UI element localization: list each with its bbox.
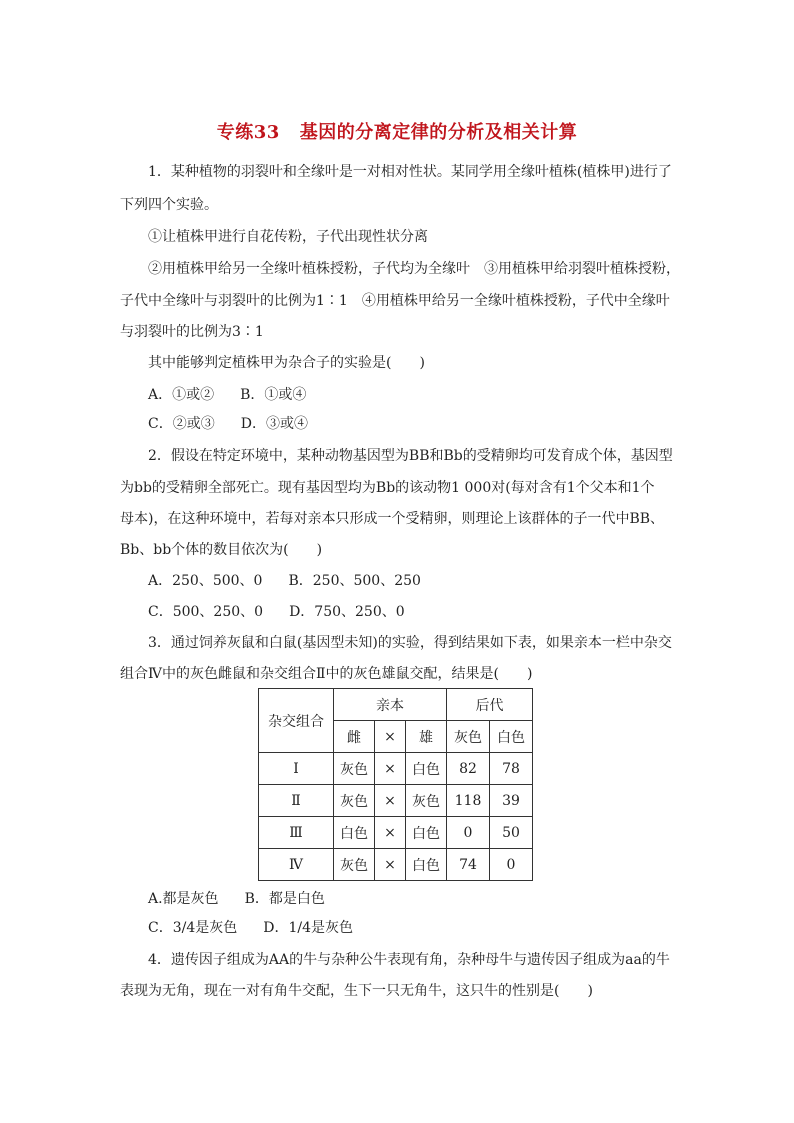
subheader-white: 白色 — [490, 721, 533, 753]
table-row — [259, 785, 533, 817]
title-text: 基因的分离定律的分析及相关计算 — [299, 122, 578, 143]
cell-cross: × — [375, 785, 406, 817]
subheader-cross: × — [375, 721, 406, 753]
cell-cross: × — [375, 817, 406, 849]
q1-experiment-1: ①让植株甲进行自花传粉，子代出现性状分离 — [148, 229, 428, 245]
cell-female: 灰色 — [334, 753, 375, 785]
cell-cross: × — [375, 849, 406, 881]
q1-stem-line1: 1．某种植物的羽裂叶和全缘叶是一对相对性状。某同学用全缘叶植株(植株甲)进行了 — [148, 164, 672, 180]
cell-female: 灰色 — [334, 785, 375, 817]
q2-line3: 母本)，在这种环境中，若每对亲本只形成一个受精卵，则理论上该群体的子一代中BB、 — [120, 511, 665, 527]
table-row — [259, 753, 533, 785]
cell-male: 白色 — [406, 753, 447, 785]
cross-results-table — [258, 688, 533, 881]
cell-male: 灰色 — [406, 785, 447, 817]
q2-options-cd — [148, 602, 405, 622]
header-offspring: 后代 — [447, 689, 533, 721]
header-parents: 亲本 — [334, 689, 447, 721]
q3-line2: 组合Ⅳ中的灰色雌鼠和杂交组合Ⅱ中的灰色雄鼠交配，结果是( ) — [120, 666, 533, 682]
title-number: 专练33 — [216, 122, 280, 143]
cell-white-count: 0 — [490, 849, 533, 881]
q3-option-b: B．都是白色 — [244, 891, 325, 907]
q4-line2: 表现为无角，现在一对有角牛交配，生下一只无角牛，这只牛的性别是( ) — [120, 983, 593, 999]
subheader-male: 雄 — [406, 721, 447, 753]
cell-male: 白色 — [406, 849, 447, 881]
q3-option-c: C．3/4是灰色 — [148, 920, 238, 936]
q3-option-a: A.都是灰色 — [148, 891, 219, 907]
q3-option-d: D．1/4是灰色 — [263, 920, 354, 936]
q1-option-b: B．①或④ — [240, 387, 307, 403]
q1-stem-line2: 下列四个实验。 — [120, 197, 218, 213]
q1-option-d: D．③或④ — [240, 416, 308, 432]
q1-options-cd — [148, 414, 308, 434]
cell-male: 白色 — [406, 817, 447, 849]
q2-line4: Bb、bb个体的数目依次为( ) — [120, 542, 323, 558]
q3-options-cd — [148, 918, 353, 938]
cell-white-count: 50 — [490, 817, 533, 849]
cell-cross: × — [375, 753, 406, 785]
cell-combo: Ⅳ — [259, 849, 334, 881]
q1-options-ab — [148, 385, 306, 405]
cell-combo: Ⅲ — [259, 817, 334, 849]
cell-gray-count: 82 — [447, 753, 490, 785]
cell-combo: Ⅱ — [259, 785, 334, 817]
q2-option-d: D．750、250、0 — [289, 604, 405, 620]
q1-experiment-line3: 与羽裂叶的比例为3∶1 — [120, 324, 264, 340]
table-row — [259, 817, 533, 849]
q4-line1: 4．遗传因子组成为AA的牛与杂种公牛表现有角，杂种母牛与遗传因子组成为aa的牛 — [148, 952, 670, 968]
cell-gray-count: 74 — [447, 849, 490, 881]
cell-gray-count: 118 — [447, 785, 490, 817]
q3-options-ab — [148, 889, 325, 909]
q3-line1: 3．通过饲养灰鼠和白鼠(基因型未知)的实验，得到结果如下表，如果亲本一栏中杂交 — [148, 635, 672, 651]
q2-options-ab — [148, 571, 421, 591]
q1-experiment-line1: ②用植株甲给另一全缘叶植株授粉，子代均为全缘叶 ③用植株甲给羽裂叶植株授粉， — [148, 261, 680, 277]
q2-line1: 2．假设在特定环境中，某种动物基因型为BB和Bb的受精卵均可发育成个体，基因型 — [148, 448, 673, 464]
subheader-gray: 灰色 — [447, 721, 490, 753]
q1-experiment-line2: 子代中全缘叶与羽裂叶的比例为1∶1 ④用植株甲给另一全缘叶植株授粉，子代中全缘叶 — [120, 293, 670, 309]
q1-option-c: C．②或③ — [148, 416, 215, 432]
cell-female: 白色 — [334, 817, 375, 849]
q2-option-a: A．250、500、0 — [148, 573, 263, 589]
q1-option-a: A．①或② — [148, 387, 215, 403]
q2-option-b: B．250、500、250 — [288, 573, 421, 589]
header-combo: 杂交组合 — [259, 689, 334, 753]
page-title — [0, 118, 794, 144]
q2-line2: 为bb的受精卵全部死亡。现有基因型均为Bb的该动物1 000对(每对含有1个父本和1个 — [120, 480, 655, 496]
q2-option-c: C．500、250、0 — [148, 604, 264, 620]
q1-question: 其中能够判定植株甲为杂合子的实验是( ) — [148, 355, 425, 371]
table-row — [259, 849, 533, 881]
subheader-female: 雌 — [334, 721, 375, 753]
cell-gray-count: 0 — [447, 817, 490, 849]
cell-white-count: 39 — [490, 785, 533, 817]
cell-female: 灰色 — [334, 849, 375, 881]
cell-white-count: 78 — [490, 753, 533, 785]
table-header-row — [259, 689, 533, 721]
cell-combo: Ⅰ — [259, 753, 334, 785]
